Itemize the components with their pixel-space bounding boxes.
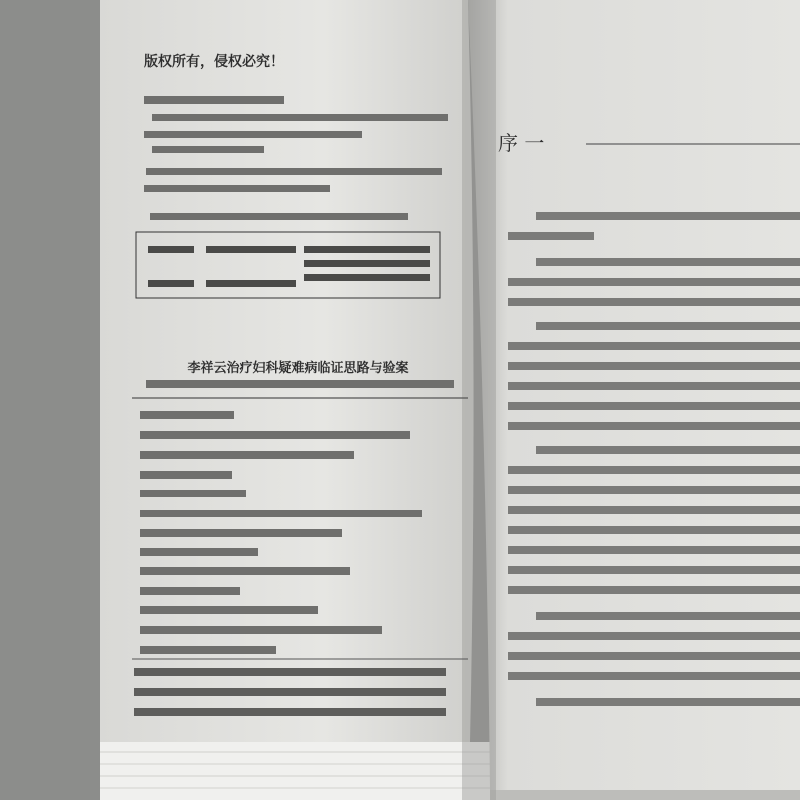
gutter-shadow (462, 0, 496, 800)
right-page (468, 0, 800, 790)
copyright-notice: 版权所有，侵权必究！ (144, 54, 284, 70)
book-title: 李祥云治疗妇科疑难病临证思路与验案 (187, 361, 409, 376)
hotline-lines (134, 668, 446, 716)
right-page-heading: 序 一 (498, 131, 545, 155)
book-title-pinyin (146, 380, 454, 388)
